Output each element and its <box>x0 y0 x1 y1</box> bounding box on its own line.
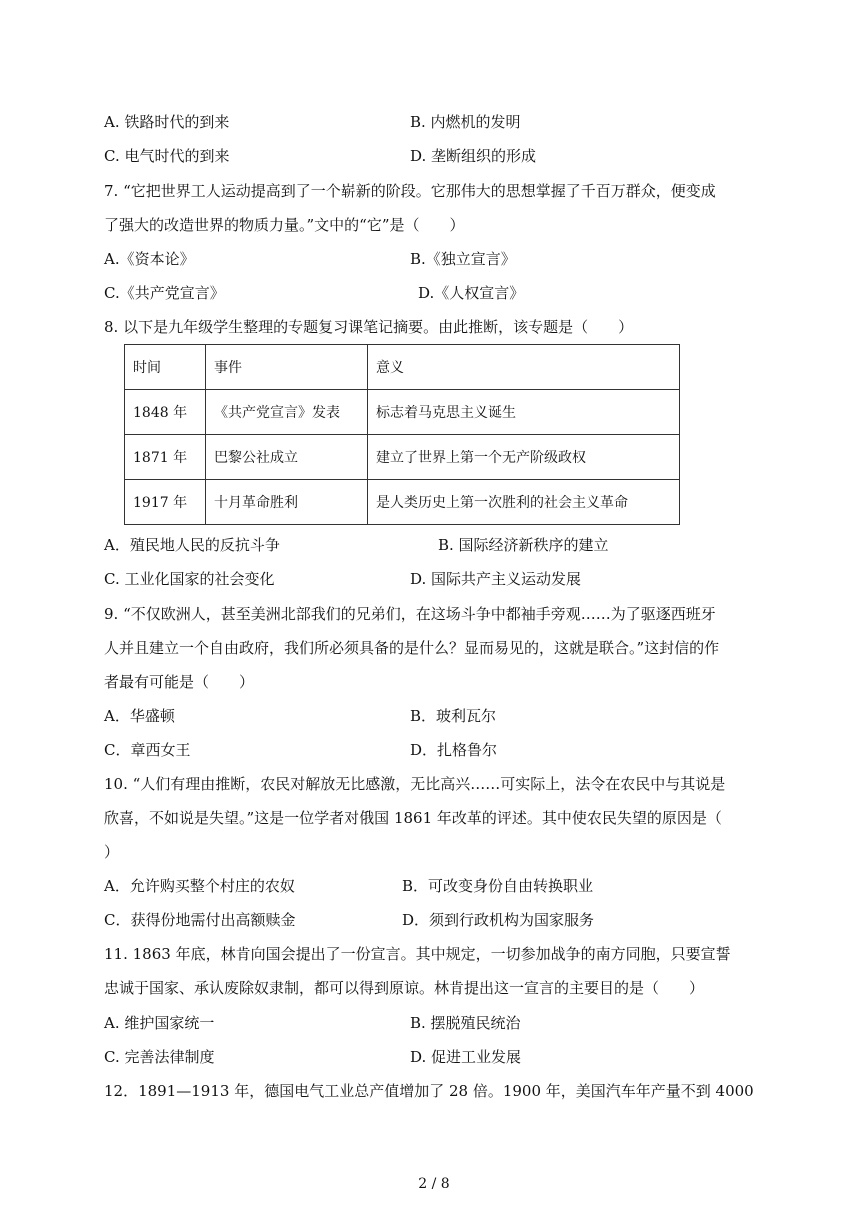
question-8-stem: 8. 以下是九年级学生整理的专题复习课笔记摘要。由此推断，该专题是（ ） <box>104 318 634 336</box>
option-c: C．获得份地需付出高额赎金 <box>104 911 296 929</box>
option-a: A．允许购买整个村庄的农奴 <box>104 877 295 895</box>
option-c: C.《共产党宣言》 <box>104 284 225 302</box>
option-d: D．须到行政机构为国家服务 <box>402 911 595 929</box>
option-a: A．殖民地人民的反抗斗争 <box>104 536 280 554</box>
table-header-cell: 事件 <box>206 345 368 390</box>
page-number: 2 / 8 <box>418 1176 450 1192</box>
question-7-stem-line-1: 7. “它把世界工人运动提高到了一个崭新的阶段。它那伟大的思想掌握了千百万群众，便变成 <box>104 182 716 200</box>
question-7-stem-line-2: 了强大的改造世界的物质力量。”文中的“它”是（ ） <box>104 216 465 234</box>
table-header-row <box>125 345 680 390</box>
option-c: C. 电气时代的到来 <box>104 147 230 165</box>
option-b: B. 摆脱殖民统治 <box>410 1014 521 1032</box>
option-b: B. 内燃机的发明 <box>410 113 521 131</box>
option-b: B．玻利瓦尔 <box>410 707 497 725</box>
question-10-stem-line-2: 欣喜，不如说是失望。”这是一位学者对俄国 1861 年改革的评述。其中使农民失望的原因是（ <box>104 809 722 827</box>
table-header-cell: 意义 <box>368 345 680 390</box>
table-cell: 十月革命胜利 <box>206 480 368 525</box>
option-d: D. 垄断组织的形成 <box>410 147 537 165</box>
option-b: B. 国际经济新秩序的建立 <box>438 536 609 554</box>
option-b: B.《独立宣言》 <box>410 250 516 268</box>
table-cell: 1848 年 <box>125 390 206 435</box>
question-9-stem-line-3: 者最有可能是（ ） <box>104 673 255 691</box>
table-cell: 《共产党宣言》发表 <box>206 390 368 435</box>
option-d: D. 国际共产主义运动发展 <box>410 570 582 588</box>
table-row <box>125 435 680 480</box>
option-c: C. 工业化国家的社会变化 <box>104 570 275 588</box>
table-cell: 标志着马克思主义诞生 <box>368 390 680 435</box>
option-c: C. 完善法律制度 <box>104 1048 215 1066</box>
table-cell: 建立了世界上第一个无产阶级政权 <box>368 435 680 480</box>
notes-table <box>124 344 680 525</box>
option-b: B．可改变身份自由转换职业 <box>402 877 594 895</box>
question-9-stem-line-1: 9. “不仅欧洲人，甚至美洲北部我们的兄弟们，在这场斗争中都袖手旁观……为了驱逐西班牙 <box>104 605 716 623</box>
question-10-stem-line-3: ） <box>104 843 120 861</box>
question-12-stem-line-1: 12．1891—1913 年，德国电气工业总产值增加了 28 倍。1900 年，美国汽车年产量不到 4000 <box>104 1082 754 1100</box>
option-d: D. 促进工业发展 <box>410 1048 522 1066</box>
table-row <box>125 480 680 525</box>
table-cell: 是人类历史上第一次胜利的社会主义革命 <box>368 480 680 525</box>
option-a: A.《资本论》 <box>104 250 195 268</box>
table-row <box>125 390 680 435</box>
question-11-stem-line-1: 11. 1863 年底，林肯向国会提出了一份宣言。其中规定，一切参加战争的南方同胞，只要宣誓 <box>104 945 731 963</box>
option-c: C．章西女王 <box>104 741 191 759</box>
table-cell: 巴黎公社成立 <box>206 435 368 480</box>
question-11-stem-line-2: 忠诚于国家、承认废除奴隶制，都可以得到原谅。林肯提出这一宣言的主要目的是（ ） <box>104 979 705 997</box>
table-cell: 1871 年 <box>125 435 206 480</box>
option-d: D．扎格鲁尔 <box>410 741 498 759</box>
table-header-cell: 时间 <box>125 345 206 390</box>
option-a: A. 铁路时代的到来 <box>104 113 230 131</box>
question-9-stem-line-2: 人并且建立一个自由政府，我们所必须具备的是什么？显而易见的，这就是联合。”这封信的作 <box>104 639 720 657</box>
table-cell: 1917 年 <box>125 480 206 525</box>
question-10-stem-line-1: 10. “人们有理由推断，农民对解放无比感激，无比高兴……可实际上，法令在农民中与其说是 <box>104 775 726 793</box>
option-a: A. 维护国家统一 <box>104 1014 215 1032</box>
option-d: D.《人权宣言》 <box>418 284 525 302</box>
option-a: A．华盛顿 <box>104 707 175 725</box>
